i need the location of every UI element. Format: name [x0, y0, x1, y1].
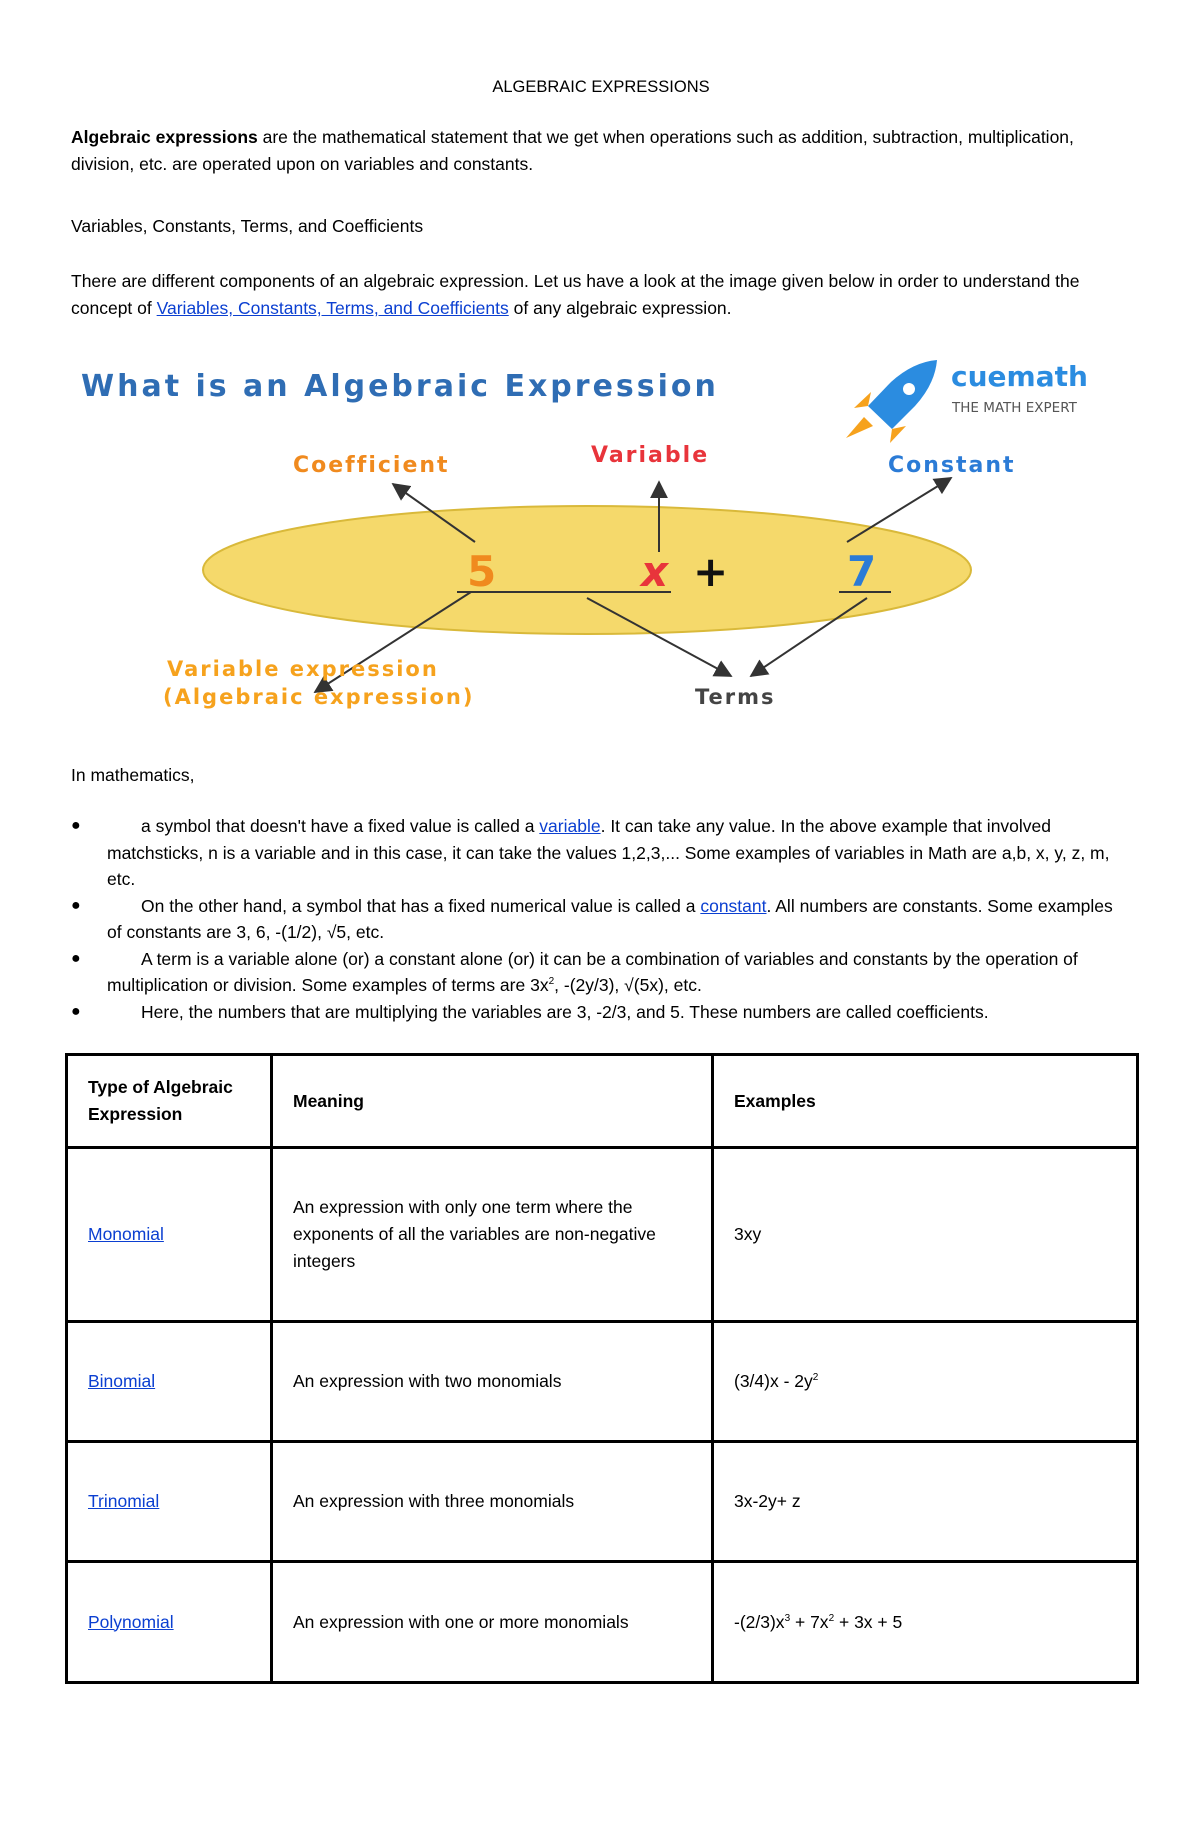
trinomial-link[interactable]: Trinomial	[88, 1491, 160, 1511]
algebraic-expression-figure	[71, 346, 1131, 726]
definitions-list	[71, 813, 1131, 1025]
components-link[interactable]: Variables, Constants, Terms, and Coefficients	[156, 298, 509, 318]
cell-type	[67, 1322, 272, 1442]
table-row	[67, 1442, 1138, 1562]
cell-example: 3xy	[713, 1148, 1138, 1322]
table-row	[67, 1322, 1138, 1442]
bullet-dot: ●	[71, 1002, 81, 1020]
cell-example: $-(2/3)x^3 + 7x^2 + 3x + 5$	[713, 1562, 1138, 1683]
intro-text: are the mathematical statement that we get when operations such as addition, subtraction, multiplication, division, etc. are operated upon on variables and constants.	[71, 127, 1074, 174]
label-terms: Terms	[695, 685, 776, 709]
bullet-dot: ●	[71, 896, 81, 914]
intro-bold-term: Algebraic expressions	[71, 127, 258, 147]
components-text-before: There are different components of an algebraic expression. Let us have a look at the image given below in order to understand the concept of	[71, 271, 1080, 318]
cell-example: $(3/4)x - 2y^2$	[713, 1322, 1138, 1442]
expression-coefficient: 5	[467, 547, 497, 596]
binomial-link[interactable]: Binomial	[88, 1371, 156, 1391]
cuemath-logo	[846, 360, 1088, 443]
label-algebraic-expression: (Algebraic expression)	[163, 685, 475, 709]
cell-type	[67, 1562, 272, 1683]
cell-meaning: An expression with one or more monomials	[272, 1562, 713, 1683]
header-examples: Examples	[713, 1055, 1138, 1148]
table-header-row	[67, 1055, 1138, 1148]
cell-type	[67, 1442, 272, 1562]
expression-variable: x	[641, 547, 669, 596]
cell-meaning: An expression with three monomials	[272, 1442, 713, 1562]
monomial-link[interactable]: Monomial	[88, 1224, 164, 1244]
list-item-constant: ● On the other hand, a symbol that has a fixed numerical value is called a constant. All numbers are constants. Some examples of constants are 3, 6, -(1/2), √5, etc.	[71, 893, 1131, 946]
header-meaning: Meaning	[272, 1055, 713, 1148]
figure-heading: What is an Algebraic Expression	[81, 369, 719, 404]
in-mathematics-line: In mathematics,	[71, 765, 195, 785]
cell-example: 3x-2y+ z	[713, 1442, 1138, 1562]
variable-link[interactable]: variable	[539, 816, 601, 836]
constant-link[interactable]: constant	[700, 895, 767, 916]
expression-constant: 7	[847, 547, 877, 596]
brand-name: cuemath	[951, 360, 1088, 393]
label-variable-expression: Variable expression	[167, 657, 439, 681]
label-constant: Constant	[888, 453, 1016, 478]
intro-paragraph	[71, 124, 1141, 178]
label-coefficient: Coefficient	[293, 453, 450, 478]
cell-meaning: An expression with two monomials	[272, 1322, 713, 1442]
subheading: Variables, Constants, Terms, and Coefficients	[71, 216, 424, 236]
cell-type	[67, 1148, 272, 1322]
page-title: ALGEBRAIC EXPRESSIONS	[492, 78, 710, 96]
expression-operator: +	[693, 547, 729, 596]
expression-types-table	[65, 1053, 1139, 1684]
cell-meaning: An expression with only one term where the exponents of all the variables are non-negative integers	[272, 1148, 713, 1322]
brand-tagline: THE MATH EXPERT	[952, 400, 1077, 416]
bullet-dot: ●	[71, 817, 81, 834]
table-row	[67, 1148, 1138, 1322]
rocket-icon	[846, 360, 937, 443]
label-variable: Variable	[591, 443, 710, 468]
header-type: Type of Algebraic Expression	[67, 1055, 272, 1148]
components-text-after: of any algebraic expression.	[508, 298, 732, 318]
table-row	[67, 1562, 1138, 1683]
list-item-term: ● A term is a variable alone (or) a constant alone (or) it can be a combination of variables and constants by the operation of multiplication or division. Some examples of terms are $3x^2$, -(2y/3), √(5x), etc.	[71, 946, 1131, 999]
list-item-coefficient: ● Here, the numbers that are multiplying the variables are 3, -2/3, and 5. These numbers are called coefficients.	[71, 999, 1131, 1026]
list-item-variable: ● a symbol that doesn't have a fixed value is called a variable. It can take any value. In the above example that involved matchsticks, n is a variable and in this case, it can take the values 1,2,3,... Some examples of variables in Math are a,b, x, y, z, m, etc.	[71, 813, 1131, 893]
components-paragraph	[71, 268, 1141, 322]
bullet-dot: ●	[71, 949, 81, 967]
polynomial-link[interactable]: Polynomial	[88, 1611, 174, 1632]
